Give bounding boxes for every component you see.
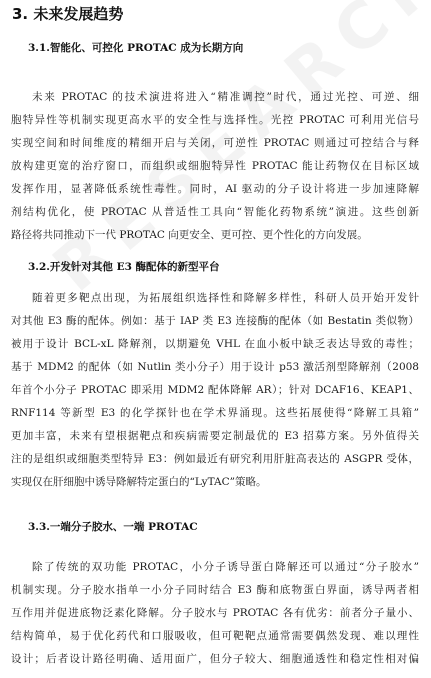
paragraph-line: 结构简单，易于优化药代和口服吸收，但可靶靶点通常需要偶然发现、难以理性 bbox=[11, 630, 419, 642]
paragraph-line: 未来 PROTAC 的技术演进将进入“精准调控”时代，通过光控、可逆、细 bbox=[32, 91, 419, 103]
paragraph-line: 剂结构优化，使 PROTAC 从普适性工具向“智能化药物系统”演进。这些创新 bbox=[11, 206, 419, 218]
paragraph-line: 设计；后者设计路径明确、适用面广，但分子较大、细胞通透性和稳定性相对偏 bbox=[11, 653, 419, 665]
paragraph-line: 对其他 E3 酶的配体。例如：基于 IAP 类 E3 连接酶的配体（如 Bestatin 类似物） bbox=[11, 315, 419, 327]
paragraph-line: 基于 MDM2 的配体（如 Nutlin 类小分子）用于设计 p53 激活剂型降解剂（2008 bbox=[11, 361, 419, 373]
paragraph-3-2 bbox=[11, 287, 419, 494]
paragraph-line: RNF114 等新型 E3 的化学探针也在学术界涌现。这些拓展使得“降解工具箱” bbox=[11, 407, 419, 419]
paragraph-line: 发挥作用，显著降低系统性毒性。同时，AI 驱动的分子设计将进一步加速降解 bbox=[11, 183, 419, 195]
paragraph-line: 注的是组织或细胞类型特异 E3：例如最近有研究利用肝脏高表达的 ASGPR 受体， bbox=[11, 453, 419, 465]
subsection-heading-3-1: 3.1.智能化、可控化 PROTAC 成为长期方向 bbox=[28, 42, 244, 54]
paragraph-3-1 bbox=[11, 86, 419, 247]
paragraph-line: 胞特异性等机制实现更高水平的安全性与选择性。光控 PROTAC 可利用光信号 bbox=[11, 114, 419, 126]
paragraph-line: 被用于设计 BCL-xL 降解剂，以期避免 VHL 在血小板中缺乏表达导致的毒性； bbox=[11, 338, 419, 350]
paragraph-line: 更加丰富，未来有望根据靶点和疾病需要定制最优的 E3 招募方案。另外值得关 bbox=[11, 430, 419, 442]
paragraph-line: 互作用并促进底物泛素化降解。分子胶水与 PROTAC 各有优劣：前者分子量小、 bbox=[11, 607, 419, 619]
paragraph-3-3 bbox=[11, 556, 419, 671]
paragraph-line: 实现仅在肝细胞中诱导降解特定蛋白的“LyTAC”策略。 bbox=[11, 476, 267, 488]
section-title: 3. 未来发展趋势 bbox=[12, 5, 124, 23]
paragraph-line: 随着更多靶点出现，为拓展组织选择性和降解多样性，科研人员开始开发针 bbox=[32, 292, 419, 304]
paragraph-line: 除了传统的双功能 PROTAC，小分子诱导蛋白降解还可以通过“分子胶水” bbox=[32, 561, 419, 573]
subsection-heading-3-3: 3.3.一端分子胶水、一端 PROTAC bbox=[28, 521, 198, 533]
paragraph-line: 放构建更宽的治疗窗口，而组织或细胞特异性 PROTAC 能让药物仅在目标区域 bbox=[11, 160, 419, 172]
paragraph-line: 机制实现。分子胶水指单一小分子同时结合 E3 酶和底物蛋白界面，诱导两者相 bbox=[11, 584, 419, 596]
paragraph-line: 路径将共同推动下一代 PROTAC 向更安全、更可控、更个性化的方向发展。 bbox=[11, 229, 368, 241]
subsection-heading-3-2: 3.2.开发针对其他 E3 酶配体的新型平台 bbox=[28, 261, 220, 273]
paragraph-line: 实现空间和时间维度的精细开启与关闭，可逆性 PROTAC 则通过可控结合与释 bbox=[11, 137, 419, 149]
paragraph-line: 年首个小分子 PROTAC 即采用 MDM2 配体降解 AR）；针对 DCAF16、KEAP1、 bbox=[11, 384, 419, 396]
